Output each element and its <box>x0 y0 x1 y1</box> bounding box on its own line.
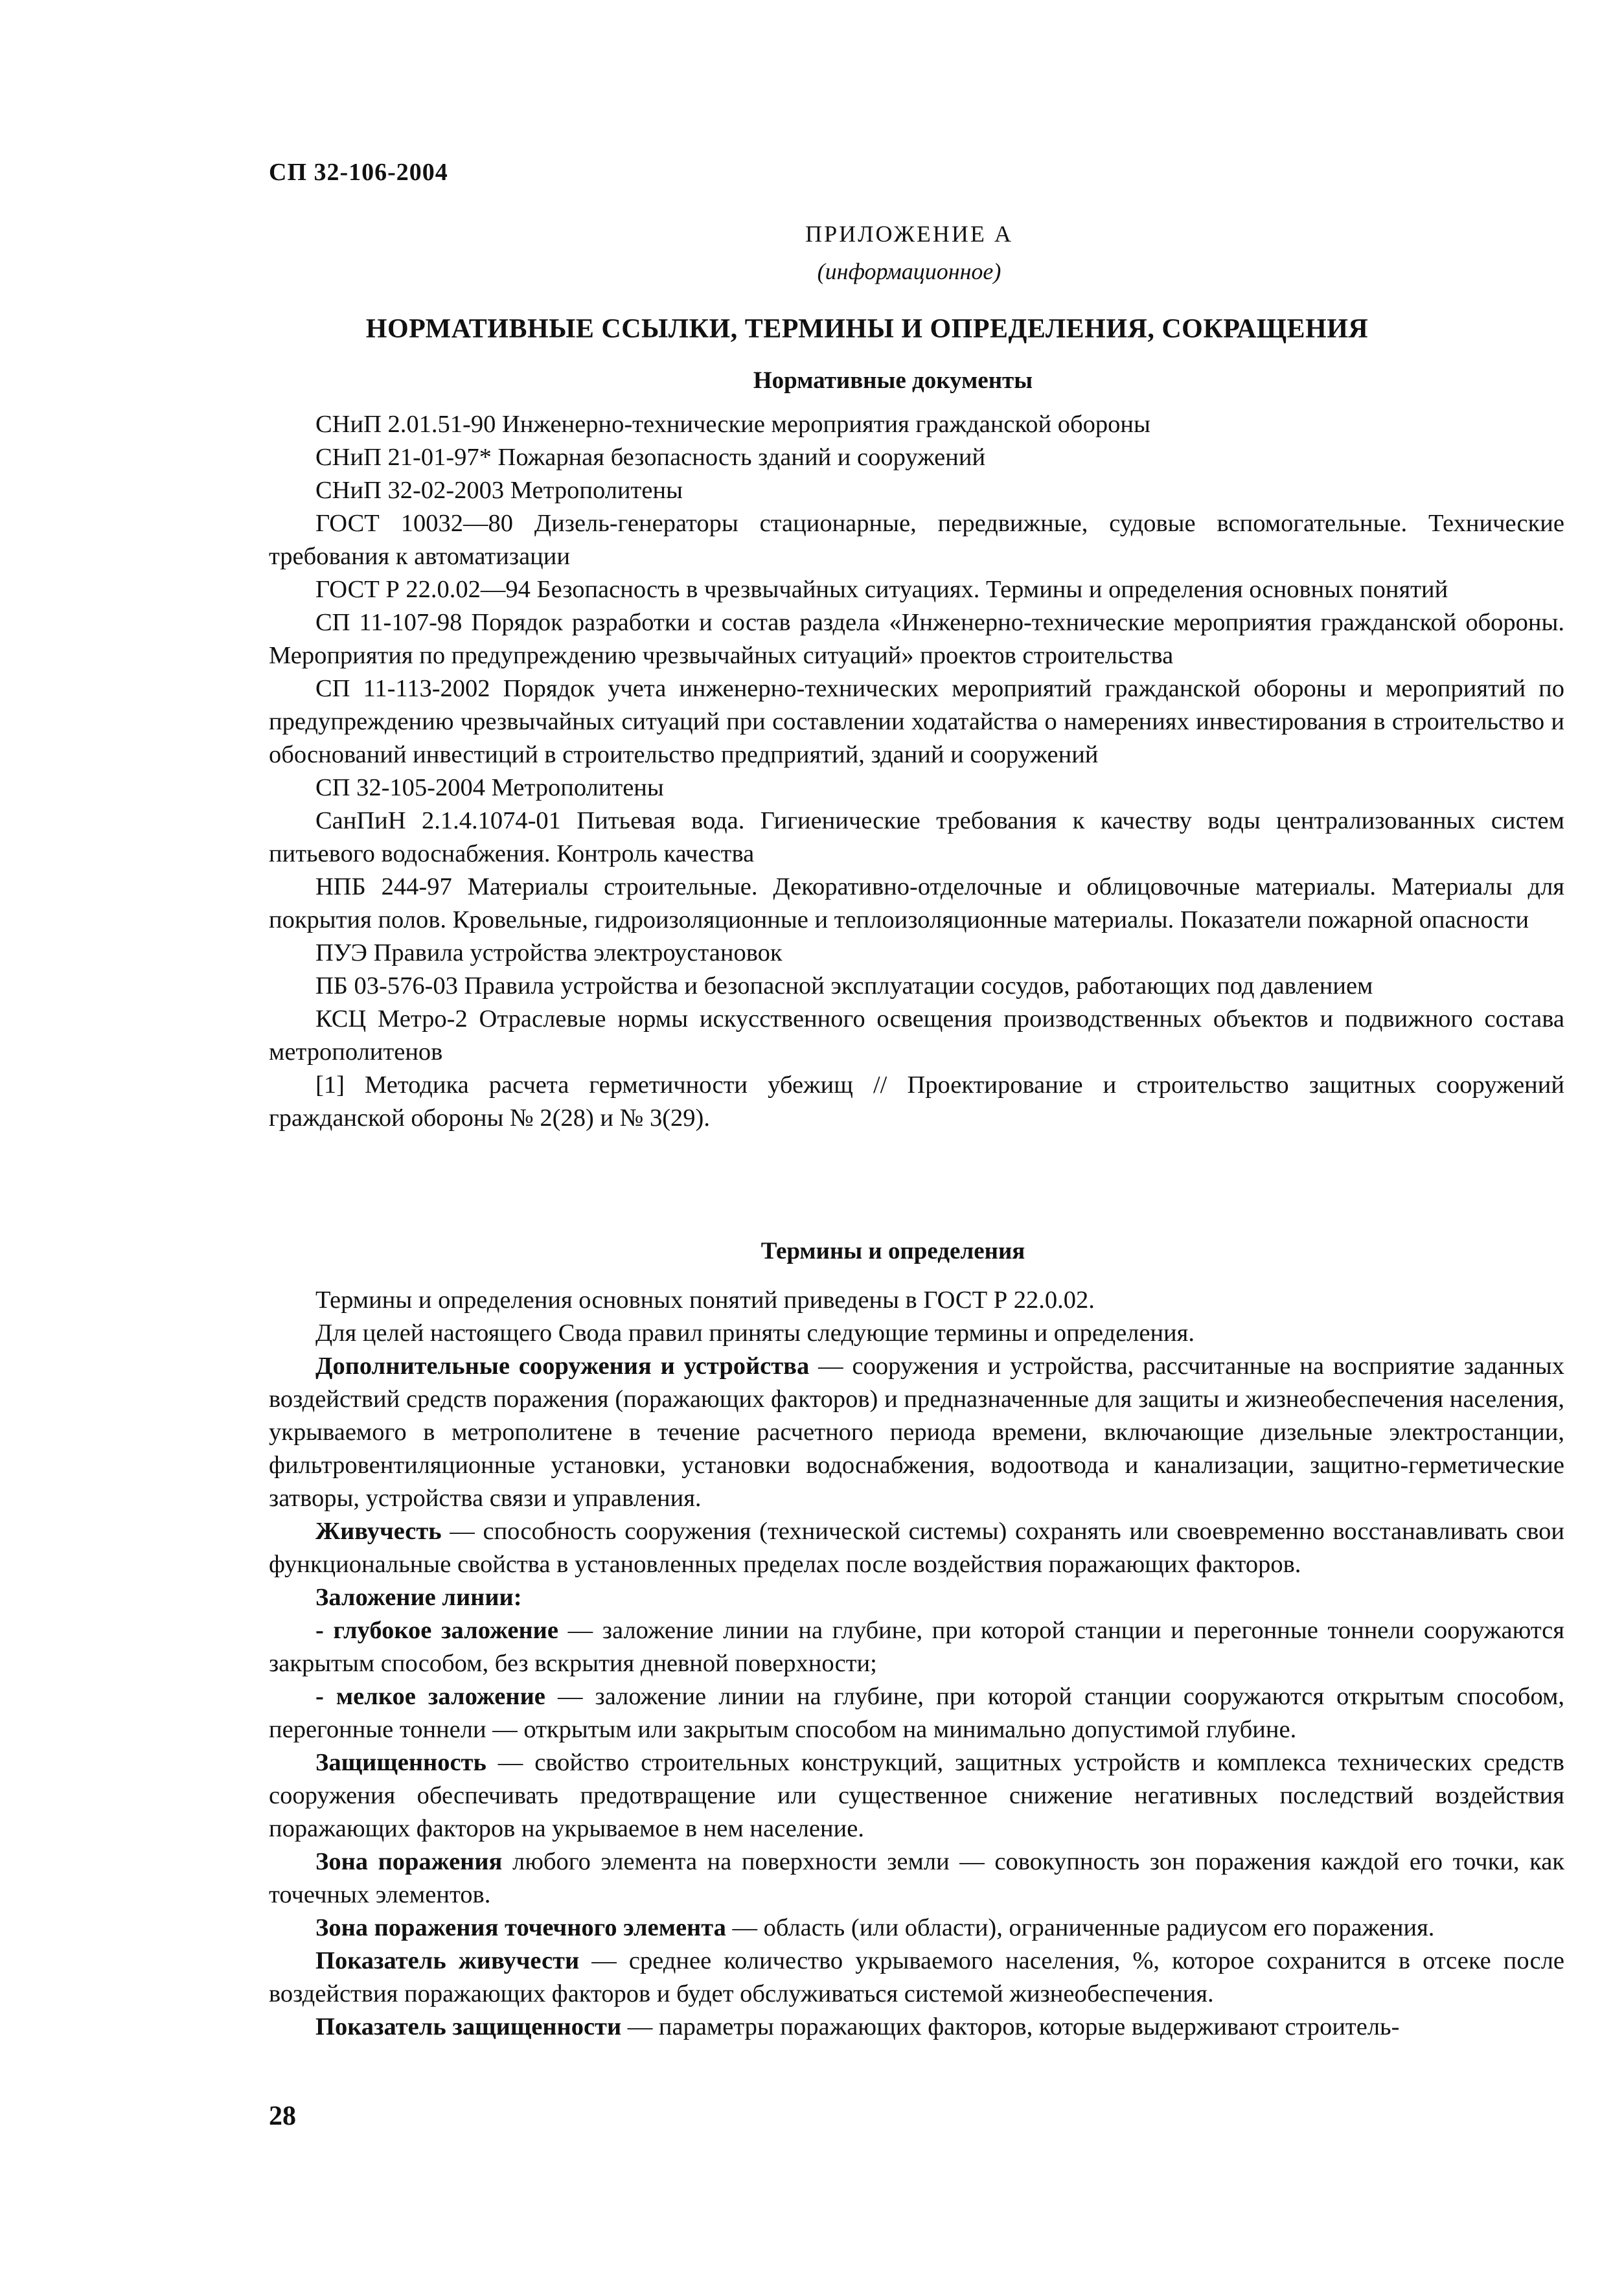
term-entry <box>269 1680 1564 1746</box>
normative-item: СП 11-113-2002 Порядок учета инженерно-технических мероприятий гражданской обороны и мероприятий по предупреждению чрезвычайных ситуаций при составлении ходатайства о намерениях инвестирования в строительство и обоснований инвестиций в строительство предприятий, зданий и сооружений <box>269 675 1564 768</box>
terms-intro: Для целей настоящего Свода правил приняты следующие термины и определения. <box>315 1319 1195 1347</box>
terms-list <box>269 1284 1564 2044</box>
normative-item: СанПиН 2.1.4.1074-01 Питьевая вода. Гигиенические требования к качеству воды централизованных систем питьевого водоснабжения. Контроль качества <box>269 807 1564 867</box>
term-entry <box>269 1746 1564 1845</box>
term-entry <box>269 1945 1564 2011</box>
term-name: Показатель защищенности <box>315 2013 622 2040</box>
normative-item: КСЦ Метро-2 Отраслевые нормы искусственного освещения производственных объектов и подвижного состава метрополитенов <box>269 1005 1564 1066</box>
page-number: 28 <box>269 2101 296 2131</box>
normative-item: СП 11-107-98 Порядок разработки и состав раздела «Инженерно-технические мероприятия гражданской обороны. Мероприятия по предупреждению чрезвычайных ситуаций» проектов строительства <box>269 609 1564 669</box>
normative-item: СНиП 21-01-97* Пожарная безопасность зданий и сооружений <box>315 444 986 471</box>
term-name: Зона поражения <box>315 1848 503 1875</box>
term-definition: — параметры поражающих факторов, которые выдерживают строитель- <box>621 2013 1400 2040</box>
normative-item: СНиП 32-02-2003 Метрополитены <box>315 477 683 504</box>
term-name: Показатель живучести <box>315 1947 580 1974</box>
term-entry <box>269 1912 1564 1945</box>
normative-item: ГОСТ 10032—80 Дизель-генераторы стационарные, передвижные, судовые вспомогательные. Технические требования к автоматизации <box>269 510 1564 570</box>
term-definition: — заложение линии на глубине, при которой станции и перегонные тоннели сооружаются закрытым способом, без вскрытия дневной поверхности; <box>269 1617 1564 1677</box>
term-name: Живучесть <box>315 1518 442 1545</box>
term-name: Дополнительные сооружения и устройства <box>315 1353 810 1380</box>
section-title-terms: Термины и определения <box>761 1238 1025 1264</box>
term-definition: любого элемента на поверхности земли — совокупность зон поражения каждой его точки, как точечных элементов. <box>269 1848 1565 1908</box>
document-code-header: СП 32-106-2004 <box>269 159 448 186</box>
term-definition: — способность сооружения (технической системы) сохранять или своевременно восстанавливать свои функциональные свойства в установленных пределах после воздействия поражающих факторов. <box>269 1518 1564 1578</box>
term-name: - глубокое заложение <box>315 1617 558 1644</box>
term-definition: — свойство строительных конструкций, защитных устройств и комплекса технических средств сооружения обеспечивать предотвращение или существенное снижение негативных последствий воздействия поражающих факторов на укрываемое в нем население. <box>269 1749 1564 1842</box>
term-definition: — область (или области), ограниченные радиусом его поражения. <box>726 1914 1435 1941</box>
term-name: - мелкое заложение <box>315 1683 545 1710</box>
term-entry <box>269 2011 1564 2044</box>
appendix-subtitle: (информационное) <box>817 258 1001 284</box>
normative-list <box>269 408 1564 1135</box>
normative-item: ПУЭ Правила устройства электроустановок <box>315 939 783 966</box>
term-definition: — сооружения и устройства, рассчитанные на восприятие заданных воздействий средств поражения (поражающих факторов) и предназначенные для защиты и жизнеобеспечения населения, укрываемого в метрополитене в течение расчетного периода времени, включающие дизельные электростанции, фильтровентиляционные установки, установки водоснабжения, водоотвода и канализации, защитно-герметические затворы, устройства связи и управления. <box>269 1353 1564 1512</box>
section-title-normative: Нормативные документы <box>753 367 1033 394</box>
term-definition: — среднее количество укрываемого населения, %, которое сохранится в отсеке после воздействия поражающих факторов и будет обслуживаться системой жизнеобеспечения. <box>269 1947 1564 2007</box>
normative-item: ПБ 03-576-03 Правила устройства и безопасной эксплуатации сосудов, работающих под давлением <box>315 972 1373 999</box>
term-entry <box>269 1350 1564 1515</box>
normative-item: НПБ 244-97 Материалы строительные. Декоративно-отделочные и облицовочные материалы. Материалы для покрытия полов. Кровельные, гидроизоляционные и теплоизоляционные материалы. Показатели пожарной опасности <box>269 873 1564 933</box>
normative-item: СП 32-105-2004 Метрополитены <box>315 774 664 801</box>
term-name: Заложение линии: <box>315 1584 522 1611</box>
term-name: Зона поражения точечного элемента <box>315 1914 726 1941</box>
normative-item: СНиП 2.01.51-90 Инженерно-технические мероприятия гражданской обороны <box>315 411 1150 438</box>
normative-item: [1] Методика расчета герметичности убежищ // Проектирование и строительство защитных сооружений гражданской обороны № 2(28) и № 3(29). <box>269 1071 1564 1132</box>
term-entry <box>269 1515 1564 1581</box>
term-name: Защищенность <box>315 1749 486 1776</box>
term-entry <box>269 1614 1564 1680</box>
main-title: НОРМАТИВНЫЕ ССЫЛКИ, ТЕРМИНЫ И ОПРЕДЕЛЕНИЯ, СОКРАЩЕНИЯ <box>365 314 1369 344</box>
terms-intro: Термины и определения основных понятий приведены в ГОСТ Р 22.0.02. <box>315 1286 1095 1314</box>
appendix-title: ПРИЛОЖЕНИЕ А <box>805 221 1013 247</box>
term-definition: — заложение линии на глубине, при которой станции сооружаются открытым способом, перегонные тоннели — открытым или закрытым способом на минимально допустимой глубине. <box>269 1683 1564 1743</box>
term-entry <box>269 1845 1564 1912</box>
term-entry <box>269 1581 1564 1614</box>
normative-item: ГОСТ Р 22.0.02—94 Безопасность в чрезвычайных ситуациях. Термины и определения основных понятий <box>315 576 1448 603</box>
